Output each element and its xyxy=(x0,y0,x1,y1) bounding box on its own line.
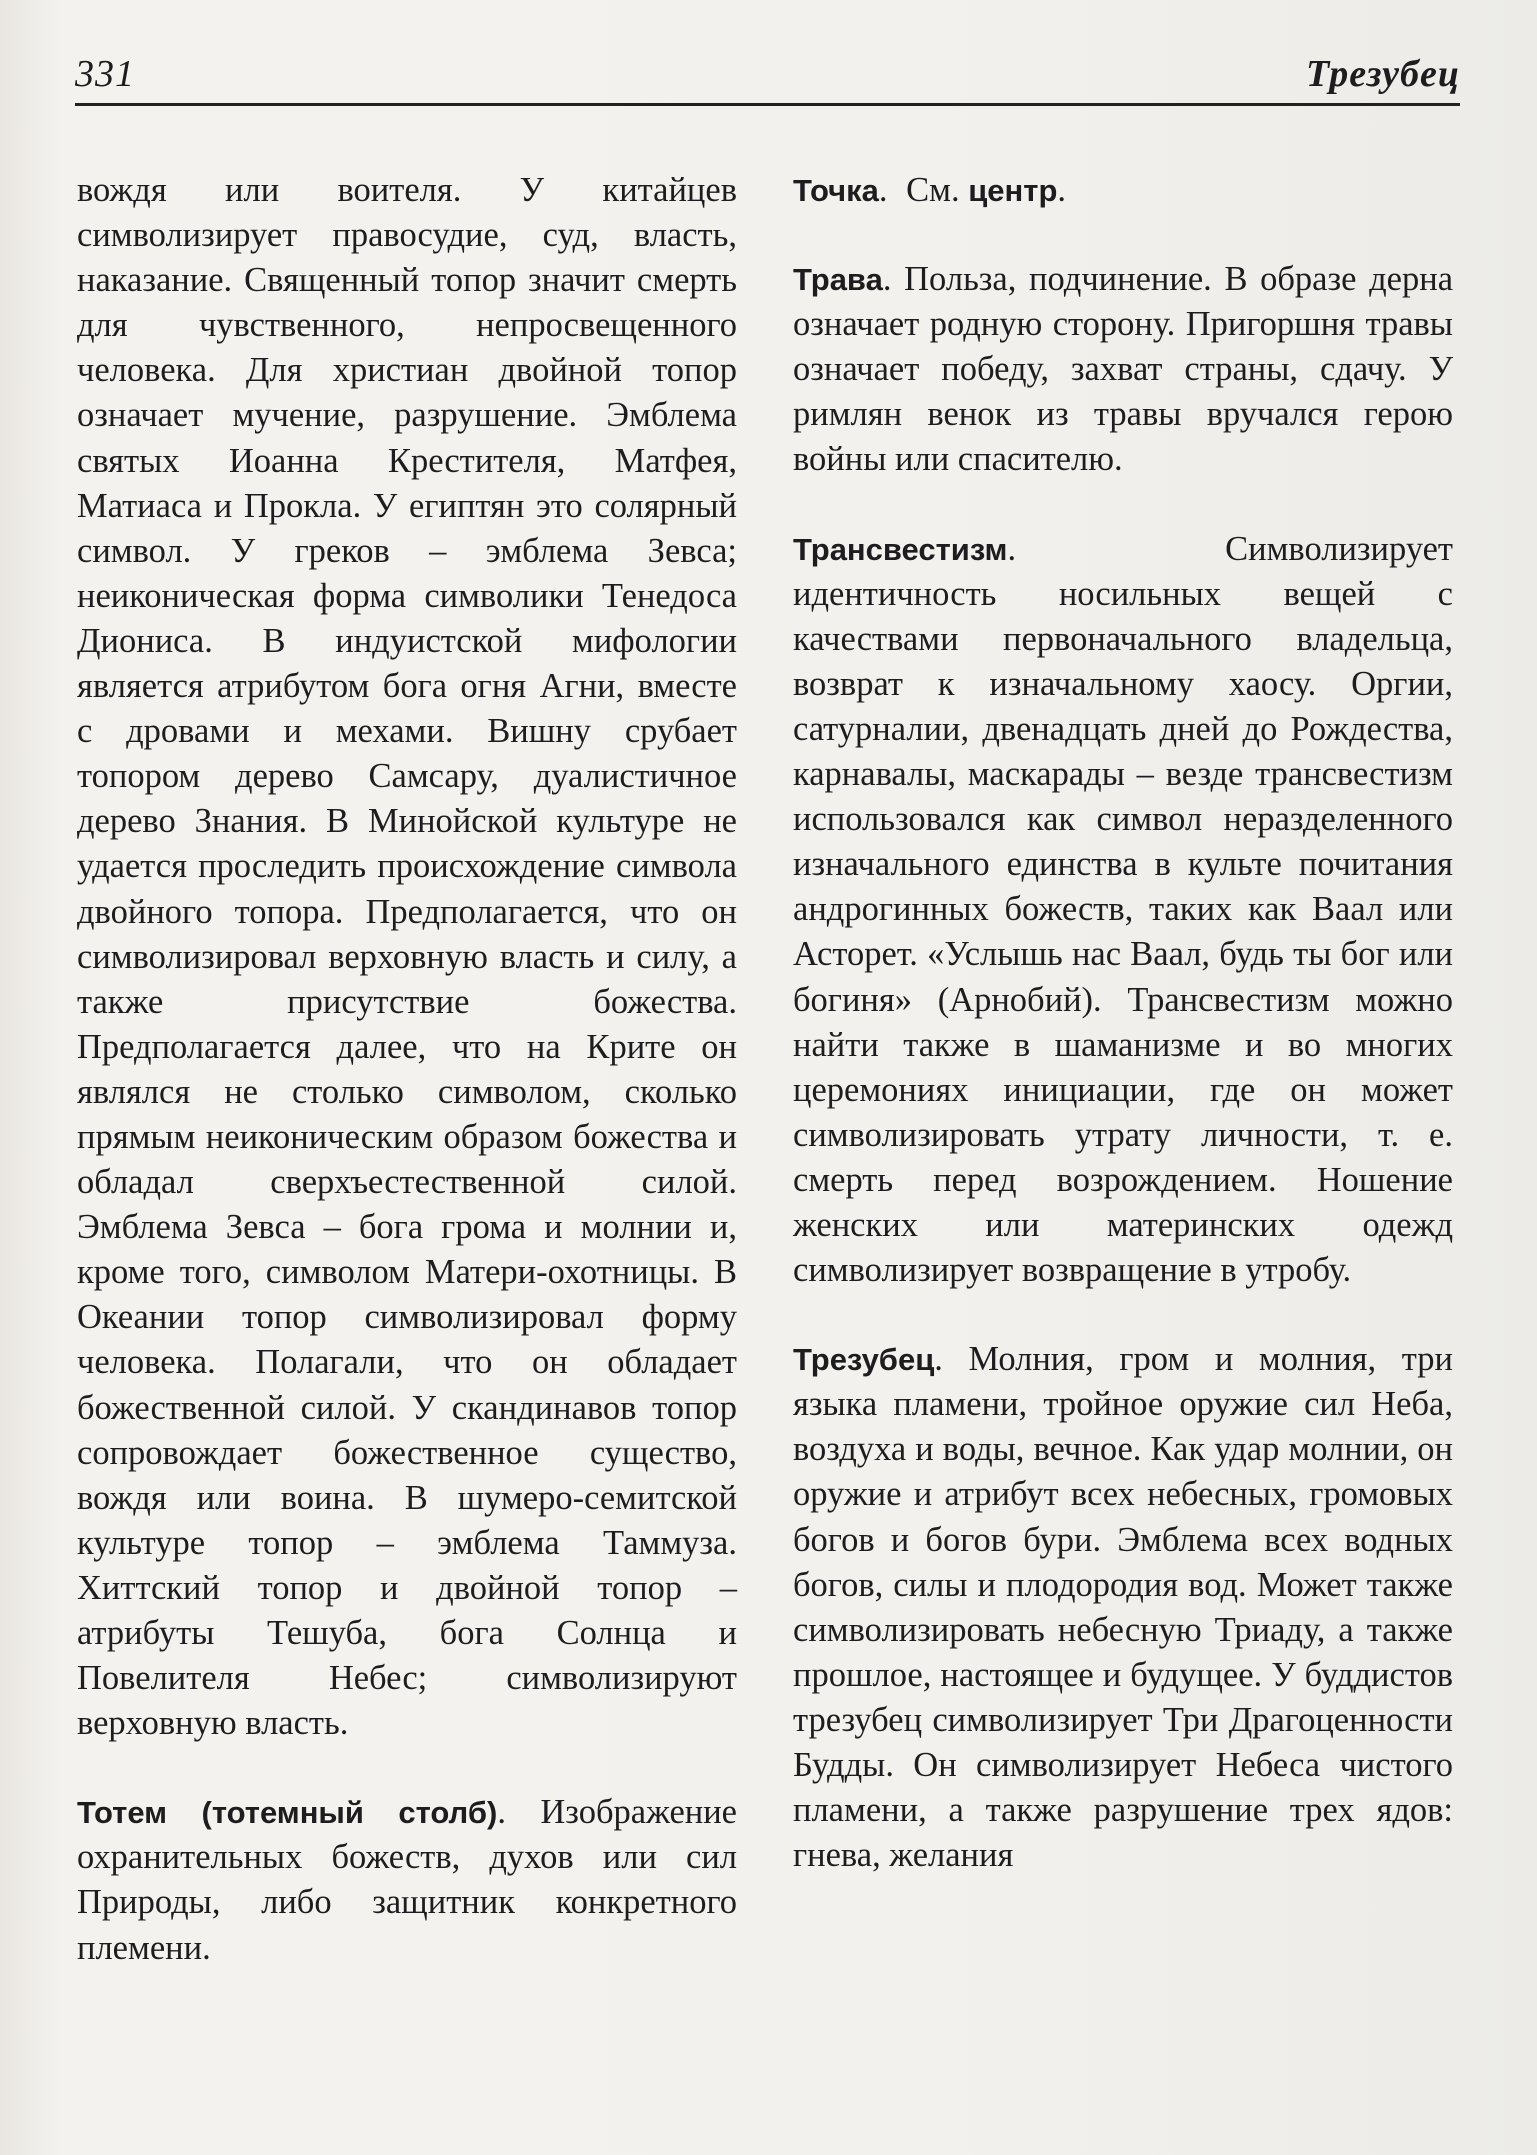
entry-text: Молния, гром и молния, три языка пламени, тройное оружие сил Неба, воздуха и воды, вечное. Как удар молнии, он оружие и атрибут всех небесных, громовых богов и богов бури. Эмблема всех водных богов, силы и плодородия вод. Может также символизировать небесную Триаду, а также прошлое, настоящее и будущее. У буддистов трезубец символизирует Три Драгоценности Будды. Он символизирует Небеса чистого пламени, а также разрушение трех ядов: гнева, желания xyxy=(793,1340,1454,1875)
entry-totem: Тотем (тотемный столб). Изображение охранительных божеств, духов или сил Природы, либо защитник конкретного племени. xyxy=(77,1793,737,1967)
entry-transvestizm: Трансвестизм. Символизирует идентичность носильных вещей с качествами первоначального владельца, возврат к изначальному хаосу. Оргии, сатурналии, двенадцать дней до Рождества, карнавалы, маскарады – везде трансвестизм использовался как символ неразделенного изначального единства в культе почитания андрогинных божеств, таких как Ваал или Асторет. «Услышь нас Ваал, будь ты бог или богиня» (Арнобий). Трансвестизм можно найти также в шаманизме и во многих церемониях инициации, где он может символизировать утрату личности, т. е. смерть перед возрождением. Ношение женских или материнских одежд символизирует возвращение в утробу. xyxy=(793,529,1453,1290)
entry-term: Трава xyxy=(793,262,883,298)
cross-reference: центр xyxy=(968,173,1058,208)
entry-term: Трезубец xyxy=(793,1342,935,1378)
left-column xyxy=(77,168,737,2015)
entry-text: Польза, подчинение. В образе дерна означает родную сторону. Пригоршня травы означает победу, захват страны, сдачу. У римлян венок из травы вручался герою войны или спасителю. xyxy=(793,260,1454,479)
entry-trava: Трава. Польза, подчинение. В образе дерна означает родную сторону. Пригоршня травы означает победу, захват страны, сдачу. У римлян венок из травы вручался герою войны или спасителю. xyxy=(793,260,1454,479)
see-label: См. xyxy=(906,171,960,209)
page-number: 331 xyxy=(75,53,135,95)
entry-term: Тотем (тотемный столб) xyxy=(77,1795,498,1831)
page-header xyxy=(75,48,1460,106)
entry-text: Символизирует идентичность носильных вещей с качествами первоначального владельца, возврат к изначальному хаосу. Оргии, сатурналии, двенадцать дней до Рождества, карнавалы, маскарады – везде трансвестизм использовался как символ неразделенного изначального единства в культе почитания андрогинных божеств, таких как Ваал или Асторет. «Услышь нас Ваал, будь ты бог или богиня» (Арнобий). Трансвестизм можно найти также в шаманизме и во многих церемониях инициации, где он может символизировать утрату личности, т. е. смерть перед возрождением. Ношение женских или материнских одежд символизирует возвращение в утробу. xyxy=(793,529,1453,1290)
header-rule xyxy=(75,103,1460,106)
entry-term: Точка xyxy=(793,173,879,208)
running-title: Трезубец xyxy=(1305,53,1460,95)
entry-text: Изображение охранительных божеств, духов или сил Природы, либо защитник конкретного племени. xyxy=(77,1793,737,1967)
entry-trezubets: Трезубец. Молния, гром и молния, три языка пламени, тройное оружие сил Неба, воздуха и воды, вечное. Как удар молнии, он оружие и атрибут всех небесных, громовых богов и богов бури. Эмблема всех водных богов, силы и плодородия вод. Может также символизировать небесную Триаду, а также прошлое, настоящее и будущее. У буддистов трезубец символизирует Три Драгоценности Будды. Он символизирует Небеса чистого пламени, а также разрушение трех ядов: гнева, желания xyxy=(793,1340,1454,1875)
entry-tochka: Точка. См. центр. xyxy=(793,171,1067,209)
right-column xyxy=(793,168,1453,1922)
entry-term: Трансвестизм xyxy=(793,531,1008,567)
continued-entry-text: вождя или воителя. У китайцев символизирует правосудие, суд, власть, наказание. Священный топор значит смерть для чувственного, непросвещенного человека. Для христиан двойной топор означает мучение, разрушение. Эмблема святых Иоанна Крестителя, Матфея, Матиаса и Прокла. У египтян это солярный символ. У греков – эмблема Зевса; неиконическая форма символики Тенедоса Диониса. В индуистской мифологии является атрибутом бога огня Агни, вместе с дровами и мехами. Вишну срубает топором дерево Самсару, дуалистичное дерево Знания. В Минойской культуре не удается проследить происхождение символа двойного топора. Предполагается, что он символизировал верховную власть и силу, а также присутствие божества. Предполагается далее, что на Крите он являлся не столько символом, сколько прямым неиконическим образом божества и обладал сверхъестественной силой. Эмблема Зевса – бога грома и молнии и, кроме того, символом Матери-охотницы. В Океании топор символизировал форму человека. Полагали, что он обладает божественной силой. У скандинавов топор сопровождает божественное существо, вождя или воина. В шумеро-семитской культуре топор – эмблема Таммуза. Хиттский топор и двойной топор – атрибуты Тешуба, бога Солнца и Повелителя Небес; символизируют верховную власть. xyxy=(77,171,737,1743)
